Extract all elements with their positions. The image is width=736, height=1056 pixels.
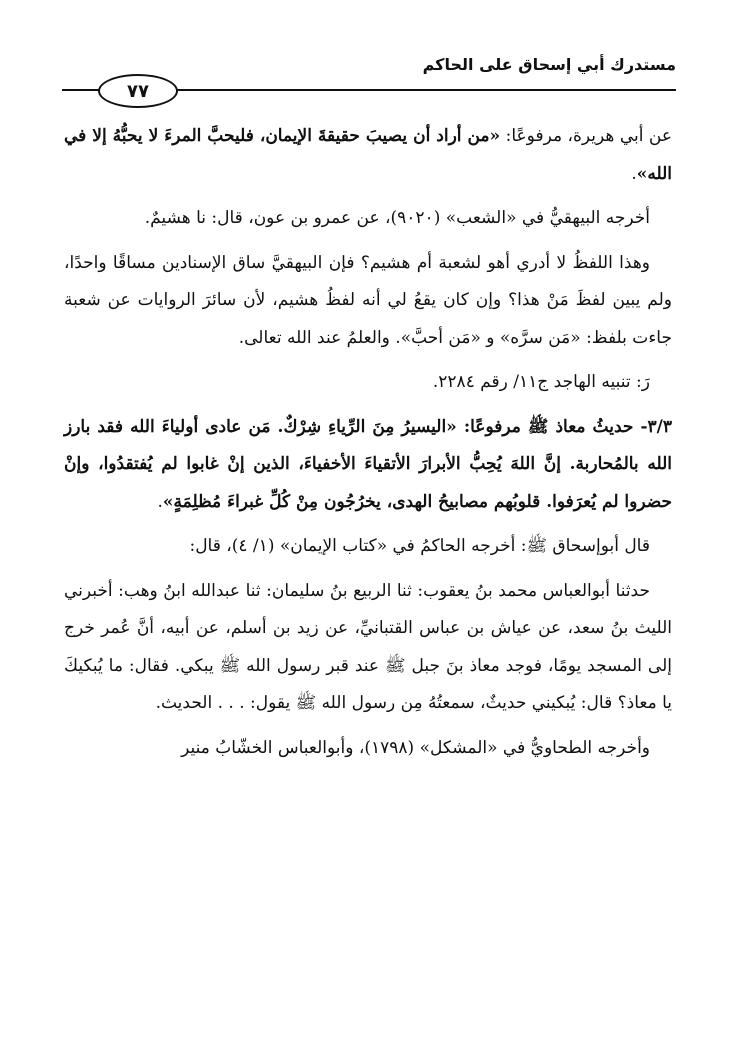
paragraph-8 xyxy=(64,730,672,768)
paragraph-5-segment-1: ٣/٣- حديثُ معاذ ﷺ مرفوعًا: xyxy=(456,416,672,437)
paragraph-1-segment-3: . xyxy=(631,163,637,184)
paragraph-1-segment-2: «من أراد أن يصيبَ حقيقةَ الإيمان، فليحبَّ المرءَ لا يحبُّهُ إلا في الله» xyxy=(64,126,672,184)
running-header-title: مستدرك أبي إسحاق على الحاكم xyxy=(422,55,676,74)
paragraph-5 xyxy=(64,409,672,522)
paragraph-6-segment-1: قال أبوإسحاق ﷺ: أخرجه الحاكمُ في «كتاب الإيمان» (١/ ٤)، قال: xyxy=(189,536,650,556)
paragraph-7 xyxy=(64,573,672,723)
paragraph-8-segment-1: وأخرجه الطحاويُّ في «المشكل» (١٧٩٨)، وأبوالعباس الخشّابُ منير xyxy=(181,737,650,758)
page-number: ٧٧ xyxy=(127,80,149,102)
paragraph-5-segment-2: «اليسيرُ مِنَ الرِّياءِ شِرْكٌ. مَن عادى أولياءَ الله فقد بارز الله بالمُحاربة. إنَّ اللهَ يُحِبُّ الأبرارَ الأتقياءَ الأخفياءَ، الذين إنْ غابوا لم يُفتقدُوا، وإنْ حضروا لم يُعرَفوا. قلوبُهم مصابيحُ الهدى، يخرُجُون مِنْ كُلِّ غبراءَ مُظلِمَةٍ» xyxy=(64,416,672,512)
paragraph-1 xyxy=(64,118,672,193)
page-number-badge xyxy=(98,74,178,108)
paragraph-6 xyxy=(64,528,672,566)
paragraph-5-segment-3: . xyxy=(157,491,163,512)
paragraph-3-segment-1: وهذا اللفظُ لا أدري أهو لشعبة أم هشيم؟ فإن البيهقيَّ ساق الإسنادين مساقًا واحدًا، ولم يبين لفظَ مَنْ هذا؟ وإن كان يقعُ لي أنه لفظُ هشيم، لأن سائرَ الروايات عن شعبة جاءت بلفظ: «مَن سرَّه» و «مَن أحبَّ». والعلمُ عند الله تعالى. xyxy=(64,252,672,348)
paragraph-3 xyxy=(64,245,672,358)
paragraph-2 xyxy=(64,200,672,238)
body-text xyxy=(64,118,672,774)
paragraph-4 xyxy=(64,364,672,402)
paragraph-4-segment-1: رَ: تنبيه الهاجد ج١١/ رقم ٢٢٨٤. xyxy=(432,372,650,392)
paragraph-7-segment-1: حدثنا أبوالعباس محمد بنُ يعقوب: ثنا الربيع بنُ سليمان: ثنا عبدالله ابنُ وهب: أخبرني الليث بنُ سعد، عن عياش بن عباس القتبانيِّ، عن زيد بن أسلم، عن أبيه، أنَّ عُمر خرج إلى المسجد يومًا، فوجد معاذ بنَ جبل ﷺ عند قبر رسول الله ﷺ يبكي. فقال: ما يُبكيكَ يا معاذ؟ قال: يُبكيني حديثٌ، سمعتُهُ مِن رسول الله ﷺ يقول: . . . الحديث. xyxy=(64,580,672,713)
paragraph-1-segment-1: عن أبي هريرة، مرفوعًا: xyxy=(500,126,672,146)
paragraph-2-segment-1: أخرجه البيهقيُّ في «الشعب» (٩٠٢٠)، عن عمرو بن عون، قال: نا هشيمٌ. xyxy=(144,208,650,228)
